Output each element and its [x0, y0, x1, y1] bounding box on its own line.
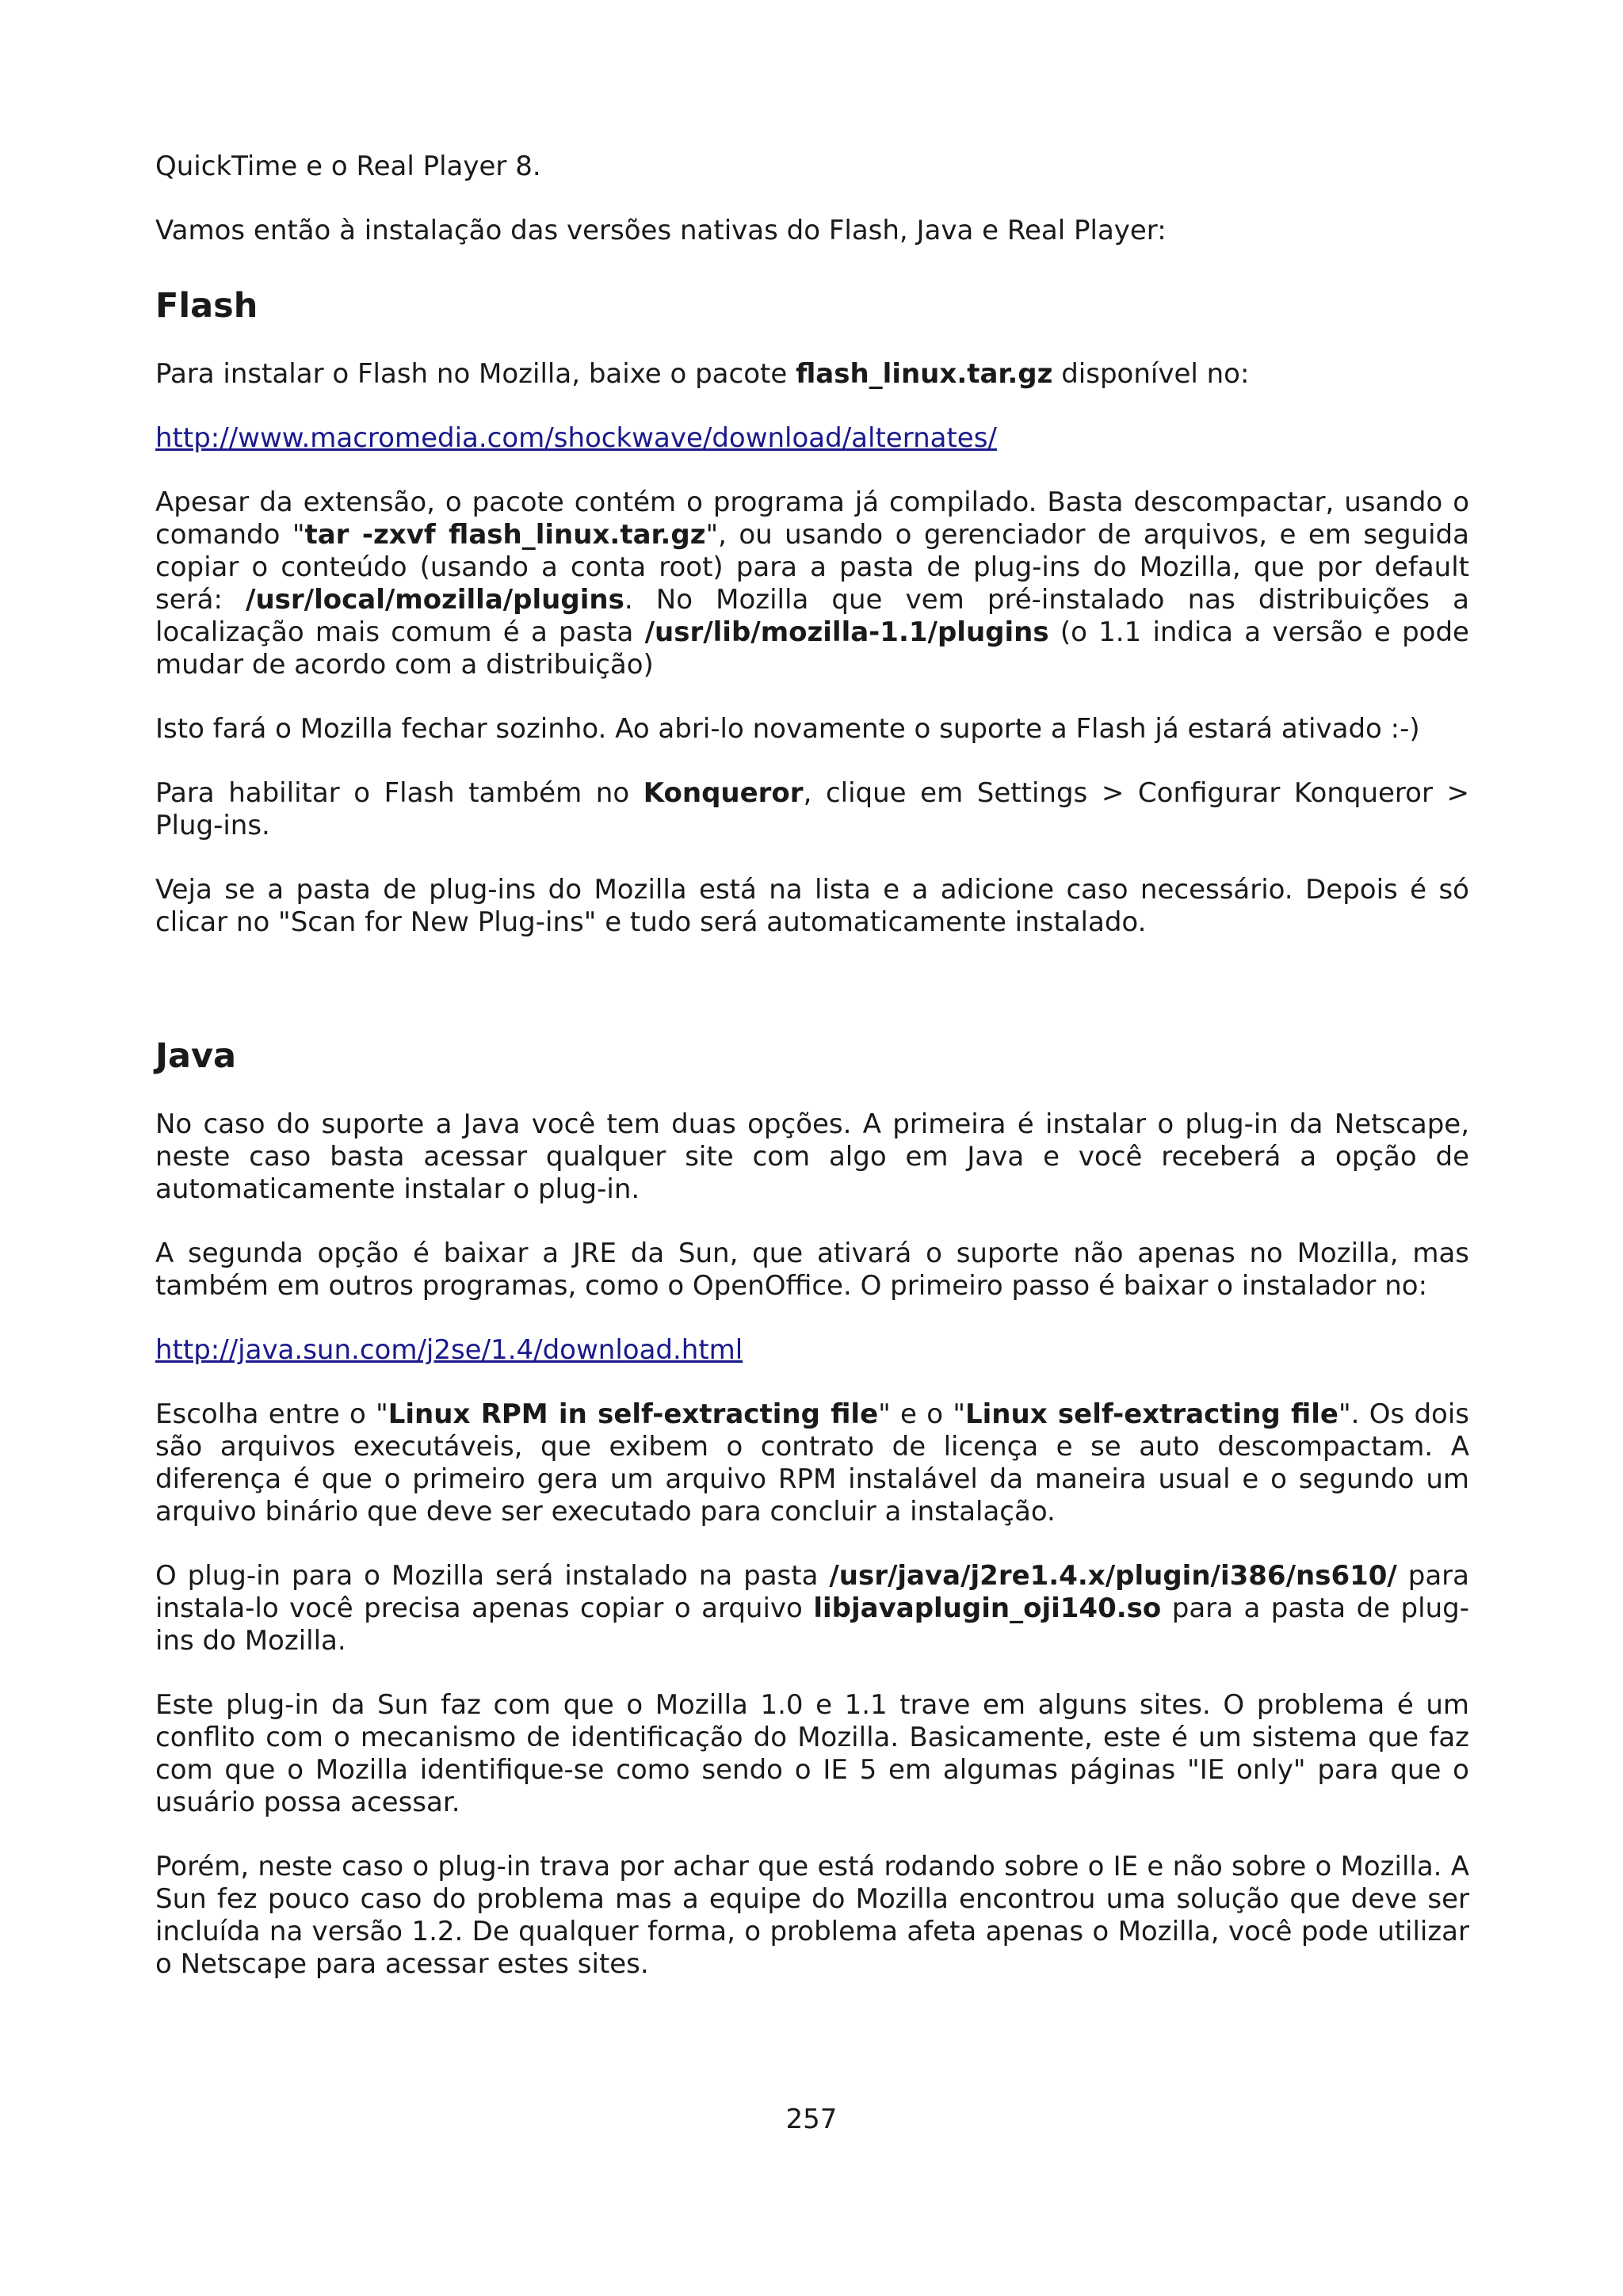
java-paragraph-2: A segunda opção é baixar a JRE da Sun, que ativará o suporte não apenas no Mozilla, mas também em outros programas, como o OpenOffice. O primeiro passo é baixar o instalador no:	[155, 1238, 1469, 1302]
intro-line-2: Vamos então à instalação das versões nativas do Flash, Java e Real Player:	[155, 215, 1167, 246]
page-number: 257	[785, 2103, 838, 2135]
flash-paragraph-4: Para habilitar o Flash também no Konqueror, clique em Settings > Configurar Konqueror > Plug-ins.	[155, 777, 1470, 841]
java-paragraph-1: No caso do suporte a Java você tem duas opções. A primeira é instalar o plug-in da Netscape, neste caso basta acessar qualquer site com algo em Java e você receberá a opção de automaticamente instalar o plug-in.	[155, 1108, 1469, 1205]
java-heading: Java	[155, 1036, 237, 1076]
flash-paragraph-3: Isto fará o Mozilla fechar sozinho. Ao abri-lo novamente o suporte a Flash já estará ativado :-)	[155, 713, 1420, 745]
intro-line-1: QuickTime e o Real Player 8.	[155, 151, 541, 182]
java-paragraph-6: Porém, neste caso o plug-in trava por achar que está rodando sobre o IE e não sobre o Mozilla. A Sun fez pouco caso do problema mas a equipe do Mozilla encontrou uma solução que deve ser incluída na versão 1.2. De qualquer forma, o problema afeta apenas o Mozilla, você pode utilizar o Netscape para acessar estes sites.	[155, 1851, 1469, 1980]
flash-paragraph-2: Apesar da extensão, o pacote contém o programa já compilado. Basta descompactar, usando o comando "tar -zxvf flash_linux.tar.gz", ou usando o gerenciador de arquivos, e em seguida copiar o conteúdo (usando a conta root) para a pasta de plug-ins do Mozilla, que por default será: /usr/local/mozilla/plugins. No Mozilla que vem pré-instalado nas distribuições a localização mais comum é a pasta /usr/lib/mozilla-1.1/plugins (o 1.1 indica a versão e pode mudar de acordo com a distribuição)	[155, 486, 1469, 681]
flash-heading: Flash	[155, 286, 258, 326]
page-content	[155, 151, 1469, 1981]
flash-download-link[interactable]: http://www.macromedia.com/shockwave/download/alternates/	[155, 422, 997, 454]
java-paragraph-3: Escolha entre o "Linux RPM in self-extracting file" e o "Linux self-extracting file". Os dois são arquivos executáveis, que exibem o contrato de licença e se auto descompactam. A diferença é que o primeiro gera um arquivo RPM instalável da maneira usual e o segundo um arquivo binário que deve ser executado para concluir a instalação.	[155, 1398, 1469, 1527]
java-paragraph-5: Este plug-in da Sun faz com que o Mozilla 1.0 e 1.1 trave em alguns sites. O problema é um conflito com o mecanismo de identificação do Mozilla. Basicamente, este é um sistema que faz com que o Mozilla identifique-se como sendo o IE 5 em algumas páginas "IE only" para que o usuário possa acessar.	[155, 1689, 1469, 1818]
java-link-line	[155, 1334, 1469, 1367]
flash-paragraph-1: Para instalar o Flash no Mozilla, baixe o pacote flash_linux.tar.gz disponível no:	[155, 358, 1250, 390]
java-paragraph-4: O plug-in para o Mozilla será instalado na pasta /usr/java/j2re1.4.x/plugin/i386/ns610/ para instala-lo você precisa apenas copiar o arquivo libjavaplugin_oji140.so para a pasta de plug-ins do Mozilla.	[155, 1560, 1469, 1657]
flash-link-line	[155, 422, 1469, 455]
flash-paragraph-5: Veja se a pasta de plug-ins do Mozilla está na lista e a adicione caso necessário. Depois é só clicar no "Scan for New Plug-ins" e tudo será automaticamente instalado.	[155, 874, 1469, 938]
java-download-link[interactable]: http://java.sun.com/j2se/1.4/download.html	[155, 1334, 743, 1366]
